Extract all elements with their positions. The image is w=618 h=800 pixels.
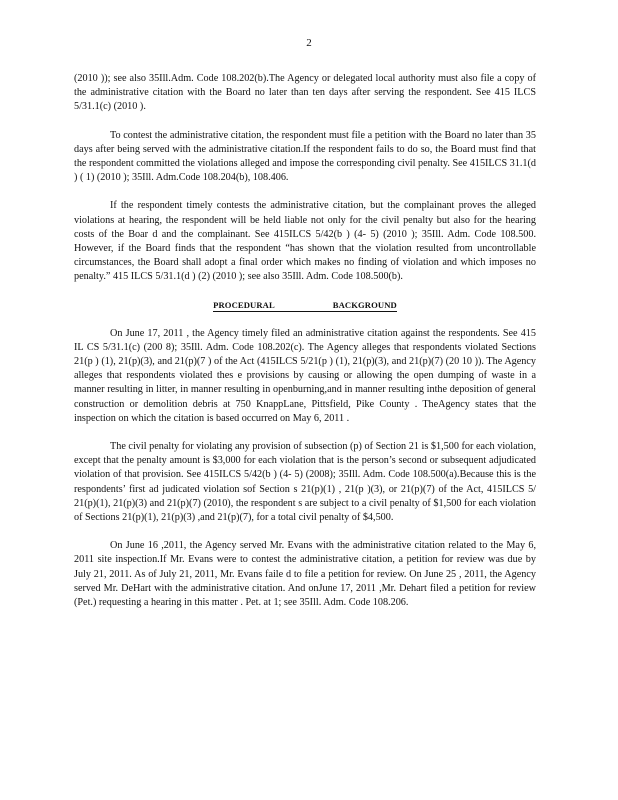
procedural-background-heading [213,299,397,312]
paragraph-citation-filed: On June 17, 2011 , the Agency timely filed an administrative citation against the respondents. See 415 IL CS 5/31.1(c) (200 8); 35Ill. Adm. Code 108.202(c). The Agency alleges that respondents violated Sections 21(p ) (1), 21(p)(3), and 21(p)(7 ) of the Act (415ILCS 5/21(p ) (1), 21(p)(3), and 21(p)(7) (20 10 )). The Agency alleges that respondents violated thes e provisions by causing or allowing the open dumping of waste in a manner resulting in litter, in manner resulting in openburning,and in manner resulting inthe deposition of general construction or demolition debris at 750 KnappLane, Pittsfield, Pike County . TheAgency states that the inspection on which the citation is based occurred on May 6, 2011 . [74,327,536,424]
paragraph-contest-citation: To contest the administrative citation, the respondent must file a petition with the Board no later than 35 days after being served with the administrative citation.If the respondent fails to do so, the Board must find that the respondent committed the violations alleged and impose the corresponding civil penalty. See 415ILCS 31.1(d ) ( 1) (2010 ); 35Ill. Adm.Code 108.204(b), 108.406. [74,129,536,184]
paragraph-citation-continuation: (2010 )); see also 35Ill.Adm. Code 108.202(b).The Agency or delegated local authority must also file a copy of the administrative citation with the Board no later than ten days after serving the respondent. See 415 ILCS 5/31.1(c) (2010 ). [74,73,536,113]
document-body [74,72,536,610]
paragraph-civil-penalty: The civil penalty for violating any provision of subsection (p) of Section 21 is $1,500 for each violation, except that the penalty amount is $3,000 for each violation that is the person’s second or subsequent adjudicated violation of that provision. See 415ILCS 5/42(b ) (4- 5) (2008); 35Ill. Adm. Code 108.500(a).Because this is the respondents’ first ad judicated violation sof Section s 21(p)(1) , 21(p )(3), or 21(p)(7) of the Act, 415ILCS 5/ 21(p)(1), 21(p)(3) and 21(p)(7) (2010), the respondent s are subject to a civil penalty of $1,500 for each violation of Sections 21(p)(1), 21(p)(3) ,and 21(p)(7), for a total civil penalty of $4,500. [74,441,536,524]
page-number: 2 [306,37,312,49]
heading-word-background: BACKGROUND [332,299,397,310]
heading-word-procedural: PROCEDURAL [213,299,275,310]
paragraph-hearing-costs: If the respondent timely contests the administrative citation, but the complainant proves the alleged violations at hearing, the respondent will be held liable not only for the civil penalty but also for the hearing costs of the Boar d and the complainant. See 415ILCS 5/42(b ) (4- 5) (2010 ); 35Ill. Adm. Code 108.500. However, if the Board finds that the respondent “has shown that the violation resulted from uncontrollable circumstances, the Board shall adopt a final order which makes no finding of violation and which imposes no penalty.” 415 ILCS 5/31.1(d ) (2) (2010 ); see also 35Ill. Adm. Code 108.500(b). [74,200,536,283]
section-heading [74,299,536,313]
paragraph-service-and-petition: On June 16 ,2011, the Agency served Mr. Evans with the administrative citation related to the May 6, 2011 site inspection.If Mr. Evans were to contest the administrative citation, a petition for review was due by July 21, 2011. As of July 21, 2011, Mr. Evans faile d to file a petition for review. On June 25 , 2011, the Agency served Mr. DeHart with the administrative citation. And onJune 17, 2011 ,Mr. Dehart filed a petition for review (Pet.) requesting a hearing in this matter . Pet. at 1; see 35Ill. Adm. Code 108.206. [74,540,536,609]
